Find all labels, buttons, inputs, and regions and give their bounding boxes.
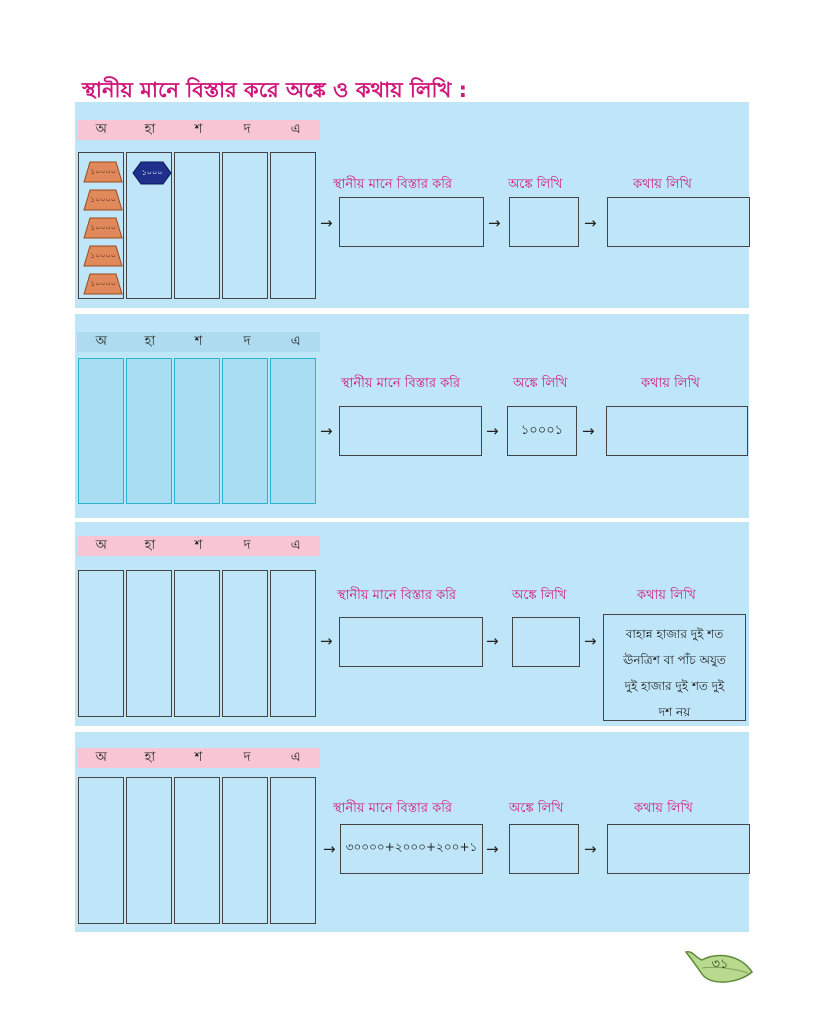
header-ajut: অ	[95, 749, 107, 765]
place-value-columns	[78, 777, 316, 924]
label-words: কথায় লিখি	[634, 801, 693, 816]
column-dashak	[222, 152, 268, 299]
column-ajut	[78, 570, 124, 717]
header-hajar: হা	[144, 121, 156, 137]
label-digits: অঙ্কে লিখি	[513, 376, 568, 391]
words-box[interactable]	[603, 614, 746, 721]
place-value-header	[77, 120, 320, 140]
header-hajar: হা	[144, 537, 156, 553]
digits-box[interactable]: ১০০০১	[507, 406, 577, 456]
hexagon-1000-icon: ১০০০	[132, 161, 172, 185]
arrow-icon: →	[323, 840, 336, 858]
label-expand: স্থানীয় মানে বিস্তার করি	[337, 588, 457, 603]
header-dashak: দ	[243, 333, 251, 349]
column-shataka	[174, 570, 220, 717]
column-ekak	[270, 570, 316, 717]
header-dashak: দ	[243, 121, 251, 137]
column-ekak	[270, 358, 316, 504]
column-ajut	[78, 358, 124, 504]
place-value-header	[77, 536, 320, 556]
arrow-icon: →	[584, 214, 597, 232]
header-hajar: হা	[144, 749, 156, 765]
label-expand: স্থানীয় মানে বিস্তার করি	[333, 177, 453, 192]
label-expand: স্থানীয় মানে বিস্তার করি	[333, 801, 453, 816]
header-dashak: দ	[243, 749, 251, 765]
header-shataka: শ	[194, 749, 203, 765]
header-ekak: এ	[290, 121, 301, 137]
block-10000-icon: ১০০০০	[83, 217, 123, 239]
header-ajut: অ	[95, 121, 107, 137]
place-value-header	[77, 748, 320, 768]
exercise-row-1	[75, 102, 749, 308]
arrow-icon: →	[488, 214, 501, 232]
header-shataka: শ	[194, 333, 203, 349]
place-value-columns	[78, 570, 316, 717]
exercise-row-4	[75, 732, 749, 932]
column-ajut	[78, 152, 124, 299]
label-digits: অঙ্কে লিখি	[509, 801, 564, 816]
expanded-form-box[interactable]	[339, 406, 482, 456]
expanded-form-box[interactable]: ৩০০০০+২০০০+২০০+১	[340, 824, 483, 874]
words-box[interactable]	[607, 824, 750, 874]
column-ekak	[270, 777, 316, 924]
label-words: কথায় লিখি	[641, 376, 700, 391]
digits-box[interactable]	[509, 197, 579, 247]
words-line: দশ নয়	[658, 705, 691, 719]
arrow-icon: →	[582, 422, 595, 440]
header-shataka: শ	[194, 537, 203, 553]
arrow-icon: →	[584, 632, 597, 650]
exercise-row-3	[75, 522, 749, 726]
column-dashak	[222, 777, 268, 924]
words-box[interactable]	[607, 197, 750, 247]
arrow-icon: →	[486, 632, 499, 650]
digits-box[interactable]	[509, 824, 579, 874]
words-answer	[608, 621, 741, 725]
header-ekak: এ	[290, 333, 301, 349]
digits-box[interactable]	[512, 617, 580, 667]
column-hajar	[126, 570, 172, 717]
label-digits: অঙ্কে লিখি	[508, 177, 563, 192]
header-ekak: এ	[290, 749, 301, 765]
place-value-columns	[78, 152, 316, 299]
label-words: কথায় লিখি	[637, 588, 696, 603]
header-ajut: অ	[95, 537, 107, 553]
header-ajut: অ	[95, 333, 107, 349]
header-ekak: এ	[290, 537, 301, 553]
place-value-columns	[78, 358, 316, 504]
words-line: ঊনত্রিশ বা পাঁচ অযুত	[623, 653, 726, 667]
header-shataka: শ	[194, 121, 203, 137]
words-line: বাহান্ন হাজার দুই শত	[625, 627, 724, 641]
label-digits: অঙ্কে লিখি	[512, 588, 567, 603]
words-box[interactable]	[606, 406, 748, 456]
header-dashak: দ	[243, 537, 251, 553]
column-ekak	[270, 152, 316, 299]
column-hajar	[126, 777, 172, 924]
column-shataka	[174, 358, 220, 504]
column-shataka	[174, 777, 220, 924]
label-expand: স্থানীয় মানে বিস্তার করি	[341, 376, 461, 391]
block-10000-icon: ১০০০০	[83, 189, 123, 211]
arrow-icon: →	[486, 422, 499, 440]
header-hajar: হা	[144, 333, 156, 349]
column-hajar	[126, 358, 172, 504]
expanded-form-box[interactable]	[339, 197, 484, 247]
column-dashak	[222, 358, 268, 504]
column-dashak	[222, 570, 268, 717]
arrow-icon: →	[320, 632, 333, 650]
label-words: কথায় লিখি	[633, 177, 692, 192]
column-shataka	[174, 152, 220, 299]
place-value-header	[77, 332, 320, 352]
exercise-row-2	[75, 314, 749, 518]
block-10000-icon: ১০০০০	[83, 161, 123, 183]
page-number: ৩১	[711, 957, 729, 972]
page-title: স্থানীয় মানে বিস্তার করে অঙ্কে ও কথায় লিখি :	[82, 78, 468, 102]
block-10000-icon: ১০০০০	[83, 273, 123, 295]
arrow-icon: →	[486, 840, 499, 858]
column-hajar	[126, 152, 172, 299]
expanded-form-box[interactable]	[339, 617, 483, 667]
words-line: দুই হাজার দুই শত দুই	[624, 679, 725, 693]
block-10000-icon: ১০০০০	[83, 245, 123, 267]
arrow-icon: →	[320, 214, 333, 232]
arrow-icon: →	[320, 422, 333, 440]
column-ajut	[78, 777, 124, 924]
arrow-icon: →	[584, 840, 597, 858]
